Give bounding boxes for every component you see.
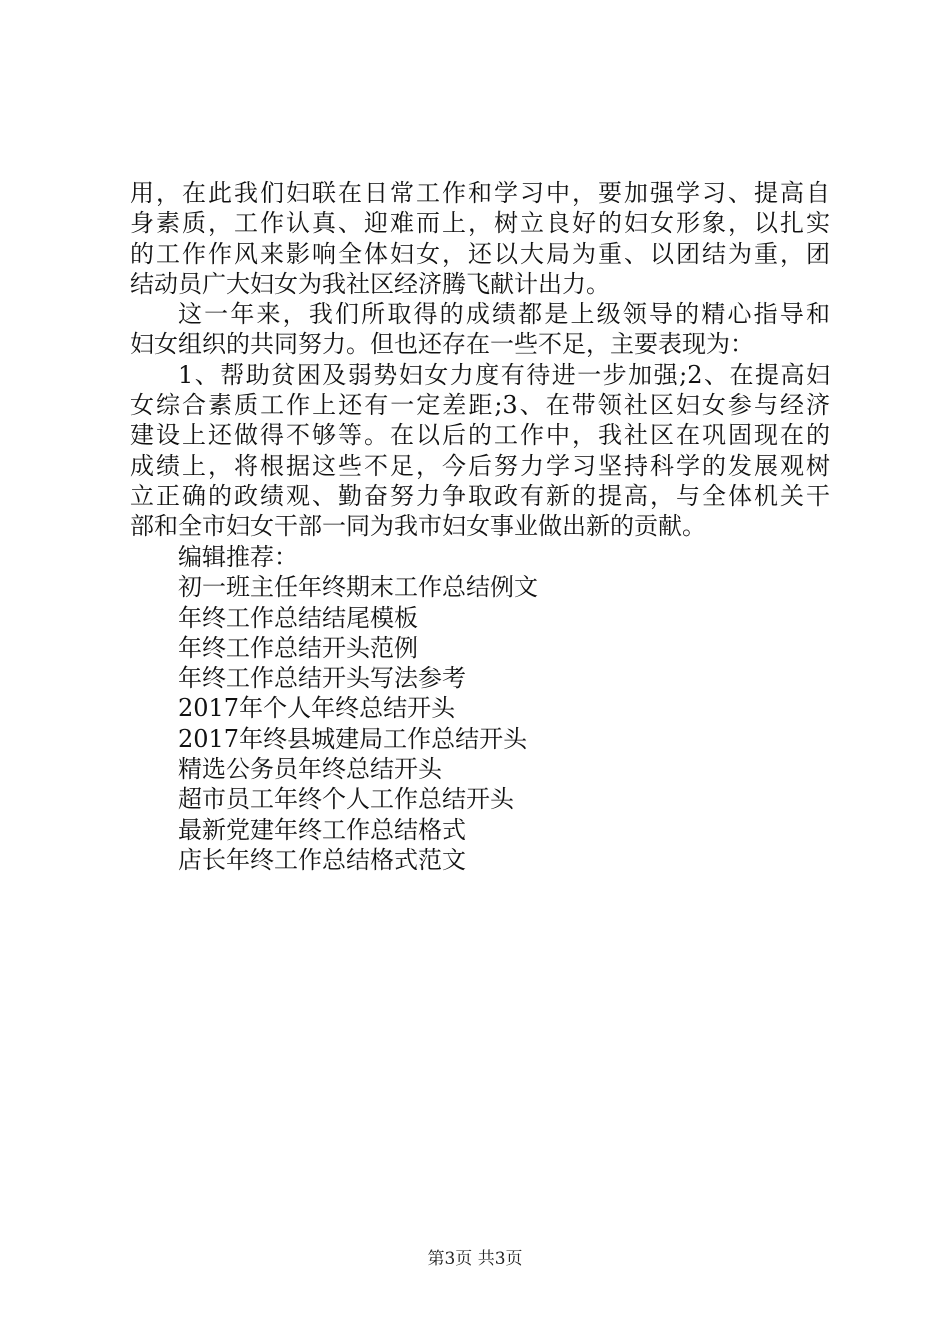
body-line: 用，在此我们妇联在日常工作和学习中，要加强学习、提高自	[130, 179, 830, 207]
recommend-link[interactable]: 最新党建年终工作总结格式	[178, 815, 466, 844]
recommend-link[interactable]: 精选公务员年终总结开头	[178, 755, 442, 784]
recommend-link[interactable]: 2017年个人年终总结开头	[178, 694, 456, 723]
recommend-link[interactable]: 年终工作总结结尾模板	[178, 603, 418, 632]
body-line: 成绩上，将根据这些不足，今后努力学习坚持科学的发展观树	[130, 451, 830, 480]
body-line: 妇女组织的共同努力。但也还存在一些不足，主要表现为：	[130, 330, 754, 359]
body-line: 部和全市妇女干部一同为我市妇女事业做出新的贡献。	[130, 512, 706, 541]
recommend-link[interactable]: 超市员工年终个人工作总结开头	[178, 785, 514, 814]
recommend-link[interactable]: 2017年终县城建局工作总结开头	[178, 724, 528, 753]
body-text	[130, 178, 830, 542]
recommend-link[interactable]: 年终工作总结开头范例	[178, 633, 418, 662]
recommend-heading: 编辑推荐：	[178, 543, 298, 571]
body-line: 女综合素质工作上还有一定差距;3、在带领社区妇女参与经济	[130, 391, 830, 420]
recommend-section	[178, 542, 538, 875]
body-line: 立正确的政绩观、勤奋努力争取政有新的提高，与全体机关干	[130, 481, 830, 510]
page-footer: 第3页 共3页	[427, 1249, 523, 1269]
body-line: 的工作作风来影响全体妇女，还以大局为重、以团结为重，团	[130, 239, 830, 268]
body-line: 建设上还做得不够等。在以后的工作中，我社区在巩固现在的	[130, 421, 830, 450]
body-line: 结动员广大妇女为我社区经济腾飞献计出力。	[130, 269, 610, 298]
body-line: 这一年来，我们所取得的成绩都是上级领导的精心指导和	[178, 300, 830, 329]
recommend-link[interactable]: 初一班主任年终期末工作总结例文	[178, 573, 538, 602]
recommend-link[interactable]: 店长年终工作总结格式范文	[178, 845, 466, 874]
recommend-link[interactable]: 年终工作总结开头写法参考	[178, 664, 466, 693]
body-line: 1、帮助贫困及弱势妇女力度有待进一步加强;2、在提高妇	[178, 360, 830, 389]
body-line: 身素质，工作认真、迎难而上，树立良好的妇女形象，以扎实	[130, 209, 830, 238]
